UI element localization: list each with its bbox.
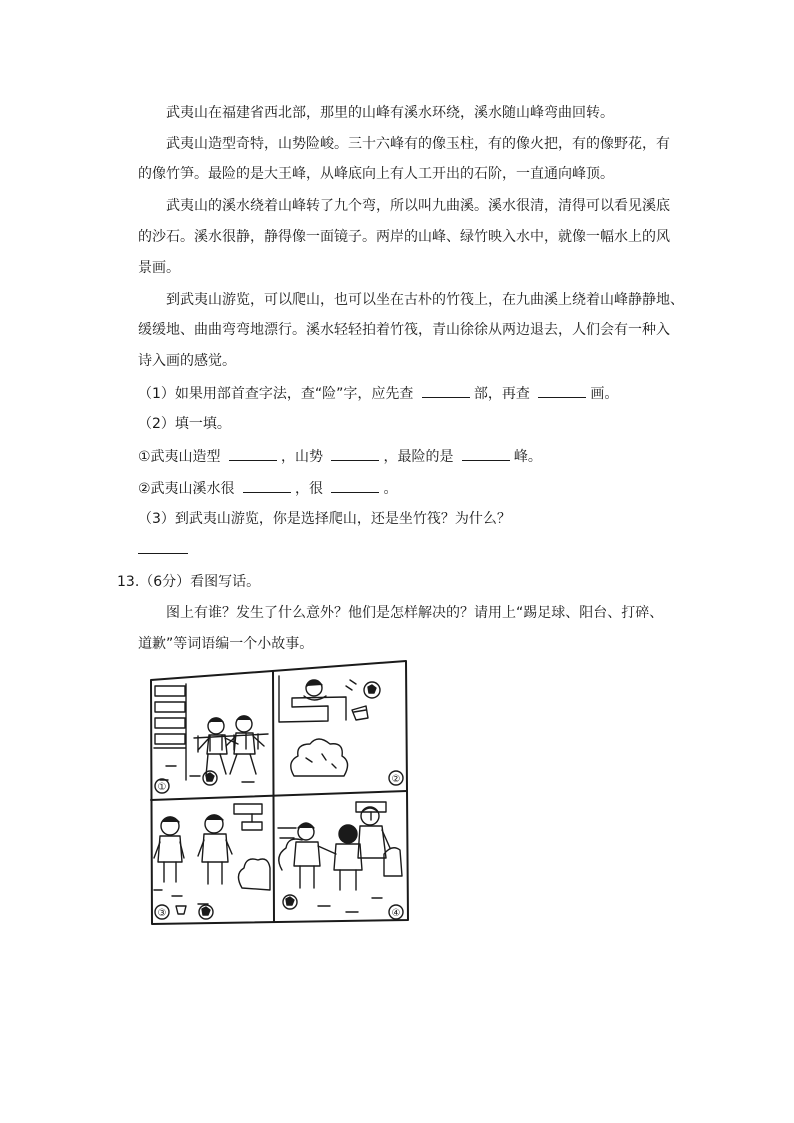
question-13-heading: 13.（6分）看图写话。 [117,574,261,590]
answer-blank-radical[interactable] [422,383,470,398]
passage-p1: 武夷山在福建省西北部，那里的山峰有溪水环绕，溪水随山峰弯曲回转。 [166,105,614,121]
panel-number-1: ① [157,782,167,793]
passage-p3-line1: 武夷山的溪水绕着山峰转了九个弯，所以叫九曲溪。溪水很清，清得可以看见溪底 [166,198,670,214]
question-13-prompt-line2: 道歉”等词语编一个小故事。 [138,636,314,652]
passage-p2-line1: 武夷山造型奇特，山势险峻。三十六峰有的像玉柱，有的像火把，有的像野花，有 [166,136,670,152]
question-1-text-c: 画。 [590,386,619,402]
question-13-prompt-line1: 图上有谁？发生了什么意外？他们是怎样解决的？请用上“踢足球、阳台、打碎、 [166,605,664,621]
question-1 [138,383,618,404]
answer-blank-terrain[interactable] [331,446,379,461]
answer-blank-strokes[interactable] [538,383,586,398]
question-1-text-b: 部，再查 [473,386,530,402]
panel-number-3: ③ [157,908,167,919]
q2-1-text-b: ，山势 [281,449,324,465]
answer-blank-peak[interactable] [462,446,510,461]
passage-p3-line3: 景画。 [138,260,180,276]
comic-panel-1 [154,684,268,793]
passage-p2-line2: 的像竹笋。最险的是大王峰，从峰底向上有人工开出的石阶，一直通向峰顶。 [138,166,614,182]
comic-panel-3 [154,804,270,919]
q2-1-text-d: 峰。 [513,449,542,465]
question-2-item-1 [138,446,542,467]
answer-line-q3[interactable] [138,553,188,554]
q2-2-text-b: ，很 [295,481,324,497]
passage-p4-line2: 缓缓地、曲曲弯弯地漂行。溪水轻轻拍着竹筏，青山徐徐从两边退去，人们会有一种入 [138,322,670,338]
answer-blank-stream-2[interactable] [331,478,379,493]
answer-blank-shape[interactable] [229,446,277,461]
panel-number-2: ② [391,774,401,785]
question-2-item-2 [138,478,397,499]
passage-p3-line2: 的沙石。溪水很静，静得像一面镜子。两岸的山峰、绿竹映入水中，就像一幅水上的风 [138,229,670,245]
question-1-text-a: （1）如果用部首查字法，查“险”字，应先查 [138,386,414,402]
q2-2-text-a: ②武夷山溪水很 [138,481,235,497]
passage-p4-line3: 诗入画的感觉。 [138,353,236,369]
comic-illustration [146,658,412,926]
q2-1-text-c: ，最险的是 [383,449,454,465]
q2-2-text-c: 。 [383,481,398,497]
answer-blank-stream-1[interactable] [243,478,291,493]
question-3: （3）到武夷山游览，你是选择爬山，还是坐竹筏？为什么？ [138,511,511,527]
comic-panel-4 [278,802,403,919]
q2-1-text-a: ①武夷山造型 [138,449,221,465]
question-2: （2）填一填。 [138,416,231,432]
comic-panel-2 [279,676,403,785]
passage-p4-line1: 到武夷山游览，可以爬山，也可以坐在古朴的竹筏上，在九曲溪上绕着山峰静静地、 [166,292,684,308]
panel-number-4: ④ [391,908,401,919]
